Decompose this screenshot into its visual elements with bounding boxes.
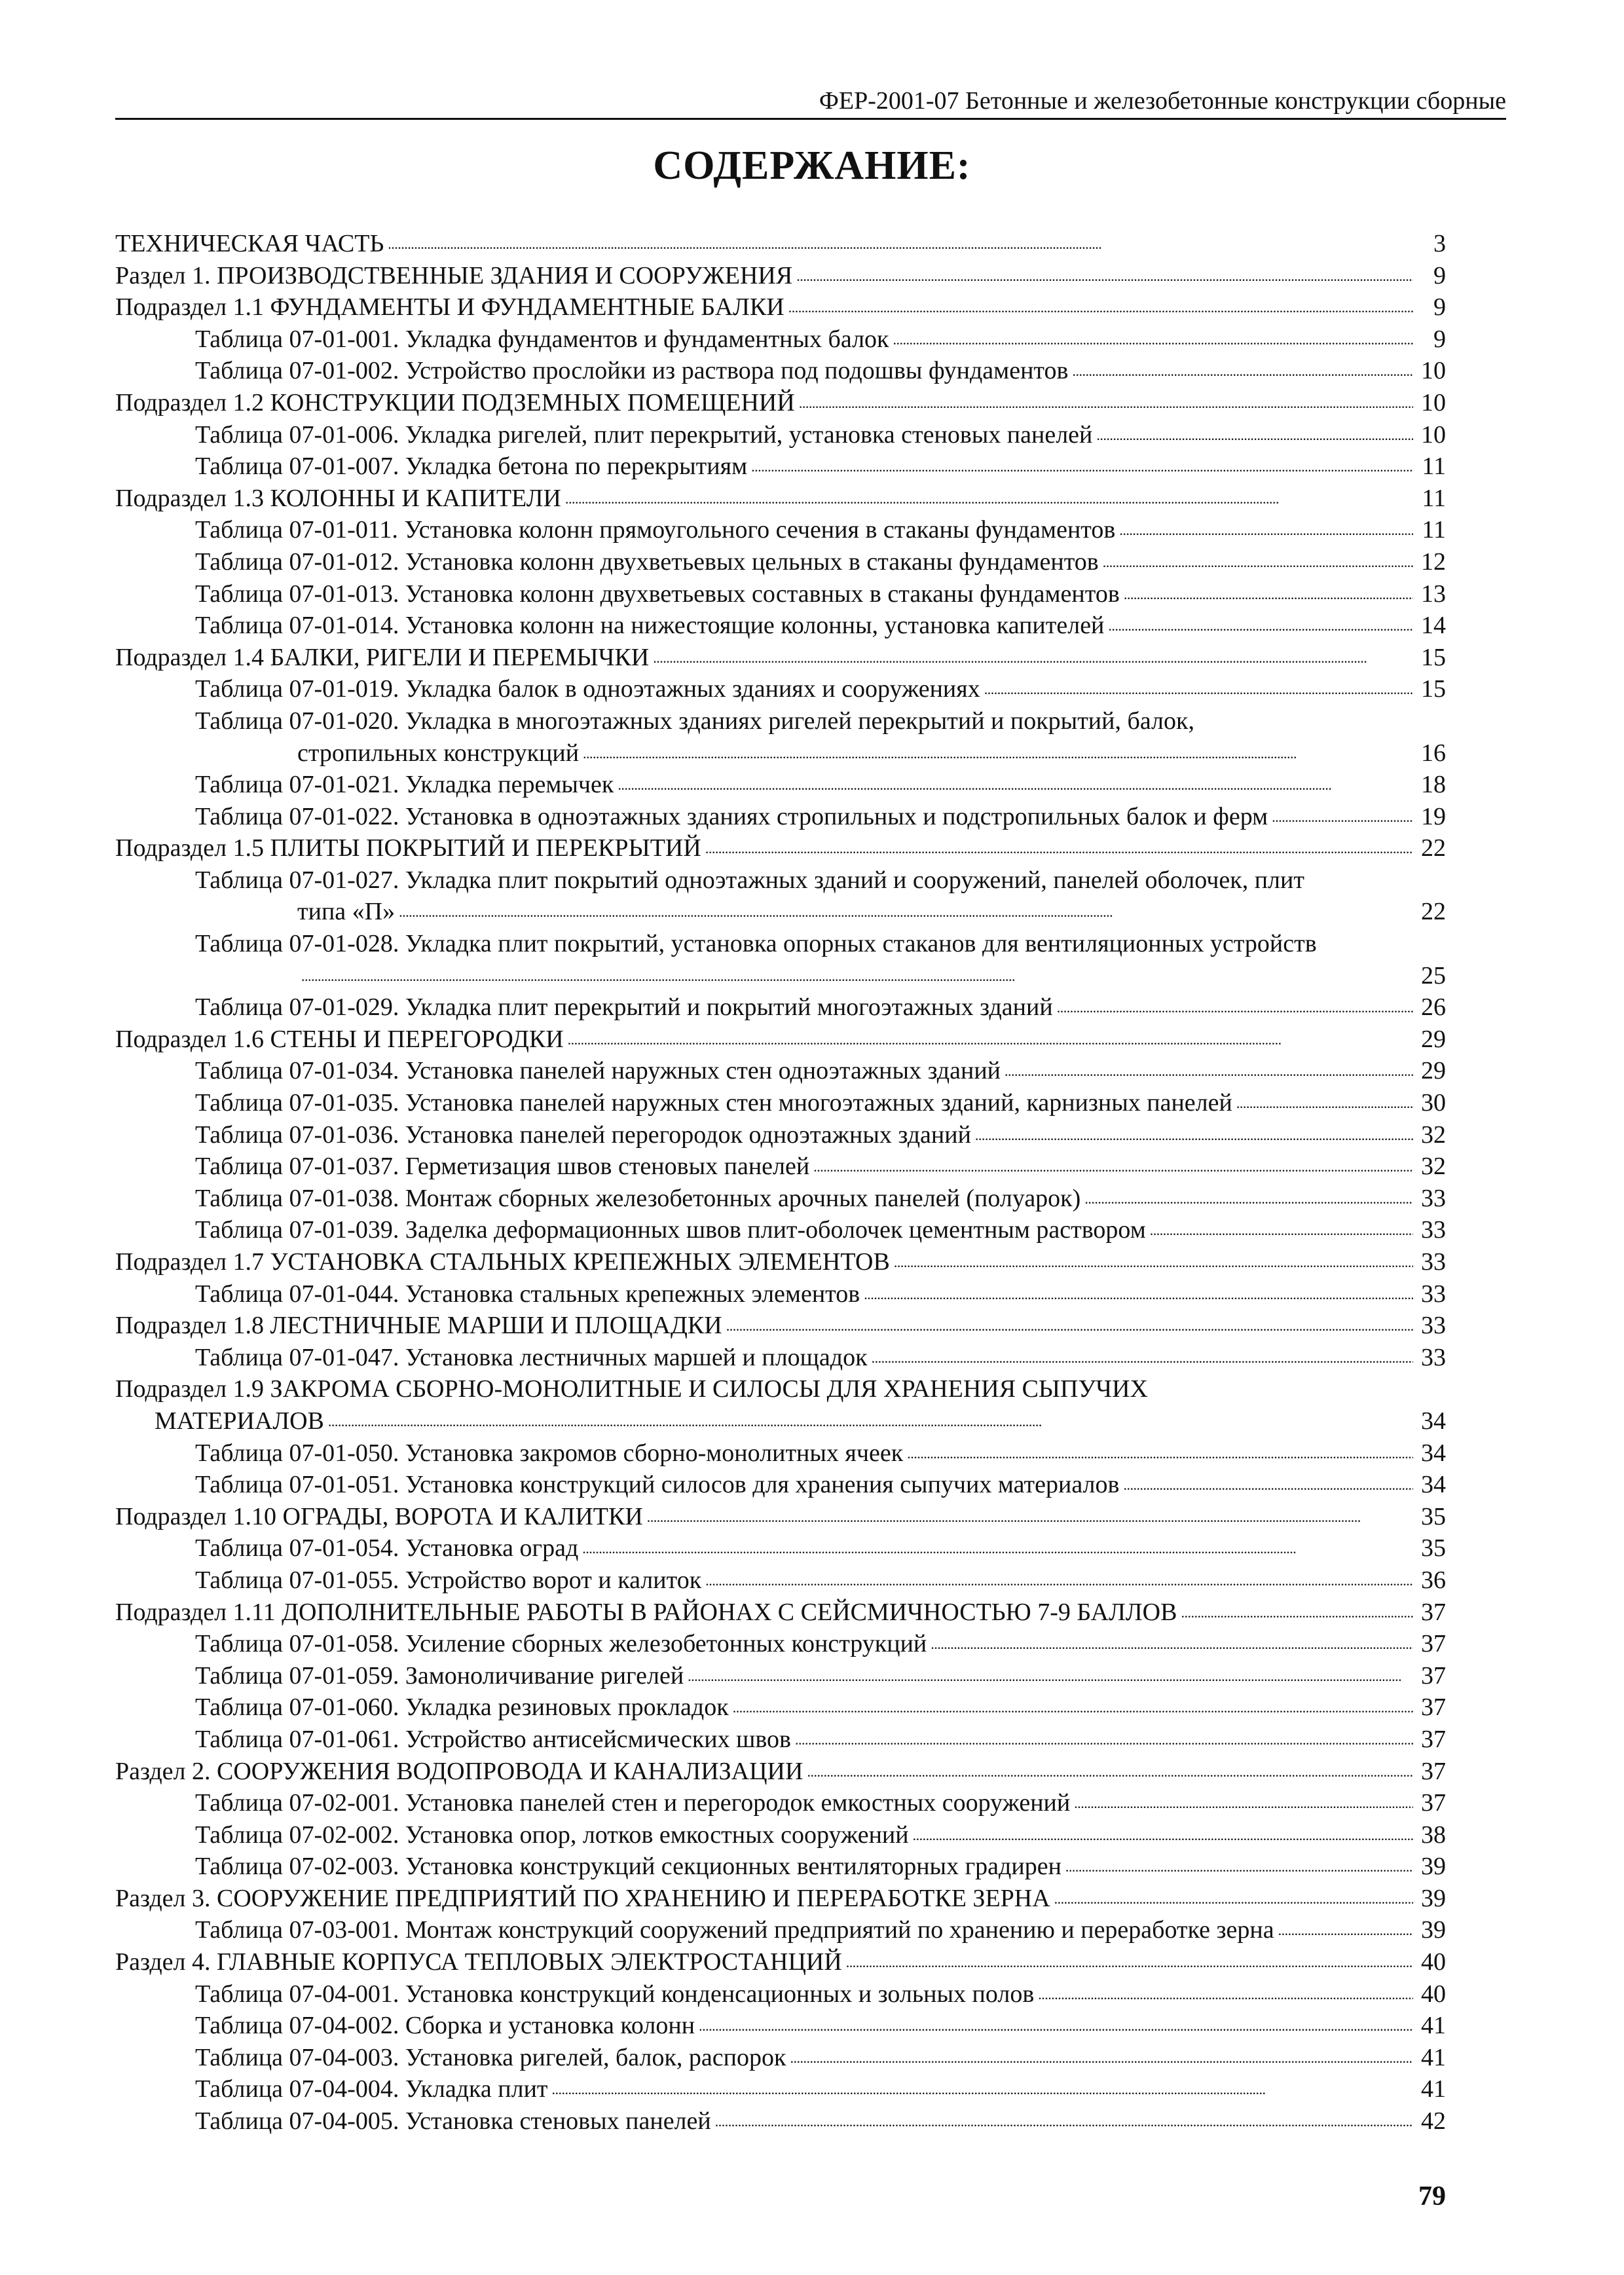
toc-entry-label: Таблица 07-01-013. Установка колонн двухветьевых составных в стаканы фундаментов xyxy=(195,580,1120,608)
dot-leader xyxy=(894,1244,1413,1279)
dot-leader xyxy=(1065,1848,1413,1883)
toc-entry xyxy=(115,896,1446,928)
dot-leader xyxy=(1108,607,1413,642)
toc-entry-label: Таблица 07-01-037. Герметизация швов стеновых панелей xyxy=(195,1153,810,1181)
toc-entry xyxy=(115,1756,1446,1788)
toc-entry-page: 13 xyxy=(1421,580,1446,608)
toc-entry xyxy=(115,1787,1446,1819)
toc-entry-page: 10 xyxy=(1421,420,1446,449)
toc-entry-label: Подраздел 1.2 КОНСТРУКЦИИ ПОДЗЕМНЫХ ПОМЕЩЕНИЙ xyxy=(115,388,795,416)
toc-entry-label: Таблица 07-01-060. Укладка резиновых прокладок xyxy=(195,1693,729,1722)
dot-leader xyxy=(328,1403,1413,1438)
dot-leader xyxy=(699,2007,1413,2043)
table-of-contents xyxy=(115,228,1446,2137)
toc-entry xyxy=(115,673,1446,705)
dot-leader xyxy=(1057,989,1413,1024)
toc-entry-label: Таблица 07-01-061. Устройство антисейсмических швов xyxy=(195,1725,791,1753)
dot-leader xyxy=(1150,1211,1413,1247)
toc-entry-page: 10 xyxy=(1421,357,1446,385)
toc-entry-page: 34 xyxy=(1421,1407,1446,1435)
toc-entry-page: 11 xyxy=(1422,516,1446,544)
toc-entry xyxy=(115,1214,1446,1246)
toc-entry xyxy=(115,2042,1446,2074)
dot-leader xyxy=(1072,352,1413,388)
toc-entry xyxy=(115,1373,1446,1405)
toc-entry xyxy=(115,1946,1446,1978)
dot-leader xyxy=(907,1435,1413,1470)
toc-entry-label: Таблица 07-04-004. Укладка плит xyxy=(195,2075,548,2103)
toc-entry-page: 37 xyxy=(1421,1630,1446,1658)
toc-entry xyxy=(115,1024,1446,1056)
dot-leader xyxy=(1119,511,1413,547)
dot-leader xyxy=(799,384,1413,420)
dot-leader xyxy=(399,893,1413,929)
toc-entry-label: Таблица 07-01-034. Установка панелей наружных стен одноэтажных зданий xyxy=(195,1057,1001,1085)
toc-entry xyxy=(115,1597,1446,1629)
toc-entry-label: Подраздел 1.3 КОЛОННЫ И КАПИТЕЛИ xyxy=(115,484,561,512)
toc-entry xyxy=(115,1724,1446,1756)
toc-entry-label: Таблица 07-01-051. Установка конструкций силосов для хранения сыпучих материалов xyxy=(195,1471,1120,1499)
toc-entry-page: 37 xyxy=(1421,1757,1446,1785)
dot-leader xyxy=(931,1625,1413,1661)
dot-leader xyxy=(1074,1785,1413,1820)
toc-entry-label: Таблица 07-01-007. Укладка бетона по перекрытиям xyxy=(195,453,748,481)
toc-entry-page: 37 xyxy=(1421,1725,1446,1753)
toc-entry-label: Таблица 07-01-001. Укладка фундаментов и фундаментных балок xyxy=(195,325,889,353)
toc-entry-label: Раздел 3. СООРУЖЕНИЕ ПРЕДПРИЯТИЙ ПО ХРАНЕНИЮ И ПЕРЕРАБОТКЕ ЗЕРНА xyxy=(115,1884,1050,1912)
dot-leader xyxy=(893,321,1413,356)
toc-entry-page: 41 xyxy=(1421,2043,1446,2071)
toc-entry xyxy=(115,1501,1446,1533)
toc-entry xyxy=(115,1246,1446,1278)
toc-entry xyxy=(115,1405,1446,1437)
dot-leader xyxy=(705,830,1413,865)
dot-leader xyxy=(568,1021,1413,1056)
toc-entry-label: Таблица 07-01-036. Установка панелей перегородок одноэтажных зданий xyxy=(195,1120,971,1149)
page-number: 79 xyxy=(1418,2181,1446,2211)
toc-entry-page: 39 xyxy=(1421,1916,1446,1944)
dot-leader xyxy=(583,735,1413,770)
toc-entry-page: 15 xyxy=(1421,675,1446,703)
toc-entry-page: 42 xyxy=(1421,2107,1446,2136)
toc-entry-page: 33 xyxy=(1421,1280,1446,1308)
toc-entry-page: 39 xyxy=(1421,1884,1446,1912)
toc-entry-label: Подраздел 1.9 ЗАКРОМА СБОРНО-МОНОЛИТНЫЕ И СИЛОСЫ ДЛЯ ХРАНЕНИЯ СЫПУЧИХ xyxy=(115,1375,1148,1403)
toc-entry-page: 18 xyxy=(1421,771,1446,799)
dot-leader xyxy=(705,1562,1413,1597)
toc-entry-label: Таблица 07-01-019. Укладка балок в одноэтажных зданиях и сооружениях xyxy=(195,675,980,703)
dot-leader xyxy=(653,639,1413,675)
running-header: ФЕР-2001-07 Бетонные и железобетонные конструкции сборные xyxy=(115,84,1506,120)
toc-entry-label: Таблица 07-01-027. Укладка плит покрытий одноэтажных зданий и сооружений, панелей оболочек, плит xyxy=(195,866,1304,894)
dot-leader xyxy=(1272,798,1413,834)
toc-entry-page: 16 xyxy=(1421,739,1446,767)
toc-entry xyxy=(115,991,1446,1024)
toc-entry xyxy=(115,228,1446,260)
toc-entry xyxy=(115,1183,1446,1215)
toc-entry-label: Подраздел 1.4 БАЛКИ, РИГЕЛИ И ПЕРЕМЫЧКИ xyxy=(115,643,650,671)
toc-entry-label: стропильных конструкций xyxy=(297,739,580,767)
toc-entry-label: Раздел 2. СООРУЖЕНИЯ ВОДОПРОВОДА И КАНАЛИЗАЦИИ xyxy=(115,1757,803,1785)
toc-entry xyxy=(115,291,1446,324)
toc-entry-page: 22 xyxy=(1421,834,1446,862)
toc-entry-page: 11 xyxy=(1422,453,1446,481)
toc-entry-label: Таблица 07-01-012. Установка колонн двухветьевых цельных в стаканы фундаментов xyxy=(195,547,1099,576)
dot-leader xyxy=(795,1721,1413,1756)
toc-entry-label: Таблица 07-01-047. Установка лестничных маршей и площадок xyxy=(195,1343,868,1371)
toc-entry-page: 34 xyxy=(1421,1439,1446,1467)
toc-entry-label: Таблица 07-01-011. Установка колонн прямоугольного сечения в стаканы фундаментов xyxy=(195,516,1116,544)
dot-leader xyxy=(1096,416,1413,452)
toc-entry-label: Таблица 07-01-002. Устройство прослойки из раствора под подошвы фундаментов xyxy=(195,357,1069,385)
toc-entry xyxy=(115,483,1446,515)
dot-leader xyxy=(807,1753,1413,1788)
toc-entry xyxy=(115,260,1446,292)
toc-entry xyxy=(115,1119,1446,1151)
dot-leader xyxy=(788,289,1413,324)
toc-entry-page: 37 xyxy=(1421,1598,1446,1626)
dot-leader xyxy=(790,2039,1413,2075)
toc-entry-page: 10 xyxy=(1421,388,1446,416)
dot-leader xyxy=(872,1339,1413,1375)
toc-entry xyxy=(115,1055,1446,1087)
toc-entry-label: Таблица 07-02-003. Установка конструкций секционных вентиляторных градирен xyxy=(195,1853,1061,1881)
dot-leader xyxy=(796,257,1413,293)
toc-entry-page: 32 xyxy=(1421,1120,1446,1149)
dot-leader xyxy=(715,2103,1413,2138)
toc-entry-label: Таблица 07-01-029. Укладка плит перекрытий и покрытий многоэтажных зданий xyxy=(195,993,1053,1022)
toc-entry-label: Таблица 07-01-020. Укладка в многоэтажных зданиях ригелей перекрытий и покрытий, балок, xyxy=(195,707,1194,735)
toc-entry-label: Таблица 07-01-058. Усиление сборных железобетонных конструкций xyxy=(195,1630,927,1658)
toc-entry-page: 40 xyxy=(1421,1948,1446,1976)
toc-entry-label: Таблица 07-01-035. Установка панелей наружных стен многоэтажных зданий, карнизных панелей xyxy=(195,1089,1232,1117)
dot-leader xyxy=(813,1148,1413,1183)
toc-entry-label: Подраздел 1.1 ФУНДАМЕНТЫ И ФУНДАМЕНТНЫЕ БАЛКИ xyxy=(115,293,784,322)
dot-leader xyxy=(688,1657,1413,1693)
toc-entry xyxy=(115,2105,1446,2137)
toc-entry-label: Подраздел 1.11 ДОПОЛНИТЕЛЬНЫЕ РАБОТЫ В РАЙОНАХ С СЕЙСМИЧНОСТЬЮ 7-9 БАЛЛОВ xyxy=(115,1598,1177,1626)
dot-leader xyxy=(1084,1180,1413,1215)
toc-entry-page: 36 xyxy=(1421,1566,1446,1594)
dot-leader xyxy=(1103,544,1413,579)
dot-leader xyxy=(984,671,1413,706)
toc-entry-label: Таблица 07-01-055. Устройство ворот и калиток xyxy=(195,1566,702,1594)
toc-entry-label: МАТЕРИАЛОВ xyxy=(155,1407,324,1435)
dot-leader xyxy=(1123,1466,1413,1502)
toc-entry-page: 35 xyxy=(1421,1502,1446,1530)
dot-leader xyxy=(1236,1084,1413,1120)
toc-entry xyxy=(115,1342,1446,1374)
dot-leader xyxy=(733,1689,1413,1724)
toc-entry-page: 15 xyxy=(1421,643,1446,671)
toc-entry-label: Подраздел 1.6 СТЕНЫ И ПЕРЕГОРОДКИ xyxy=(115,1025,564,1053)
toc-entry-label: Раздел 4. ГЛАВНЫЕ КОРПУСА ТЕПЛОВЫХ ЭЛЕКТРОСТАНЦИЙ xyxy=(115,1948,842,1976)
dot-leader xyxy=(726,1307,1413,1342)
toc-entry-page: 26 xyxy=(1421,993,1446,1022)
toc-entry-page: 32 xyxy=(1421,1153,1446,1181)
toc-entry-page: 22 xyxy=(1421,898,1446,926)
toc-entry xyxy=(115,1883,1446,1915)
toc-entry-label: Таблица 07-01-014. Установка колонн на нижестоящие колонны, установка капителей xyxy=(195,612,1105,640)
toc-entry-label: Таблица 07-01-059. Замоноличивание ригелей xyxy=(195,1661,684,1690)
toc-entry xyxy=(115,642,1446,674)
toc-entry xyxy=(115,546,1446,578)
toc-entry-label: Таблица 07-04-001. Установка конструкций конденсационных и зольных полов xyxy=(195,1980,1035,2008)
toc-entry-label: Таблица 07-02-002. Установка опор, лотков емкостных сооружений xyxy=(195,1821,909,1849)
toc-entry-page: 41 xyxy=(1421,2075,1446,2103)
toc-entry xyxy=(115,1914,1446,1946)
dot-leader xyxy=(1005,1052,1413,1088)
dot-leader xyxy=(975,1117,1413,1152)
dot-leader xyxy=(552,2071,1413,2106)
dot-leader xyxy=(301,957,1413,993)
toc-entry-page: 12 xyxy=(1421,547,1446,576)
toc-entry xyxy=(115,1978,1446,2010)
toc-entry xyxy=(115,1532,1446,1564)
toc-entry-page: 34 xyxy=(1421,1471,1446,1499)
toc-entry xyxy=(115,514,1446,546)
toc-entry xyxy=(115,864,1446,897)
dot-leader xyxy=(582,1530,1413,1565)
toc-entry-page: 33 xyxy=(1421,1248,1446,1276)
dot-leader xyxy=(1124,576,1413,611)
toc-entry-label: Подраздел 1.7 УСТАНОВКА СТАЛЬНЫХ КРЕПЕЖНЫХ ЭЛЕМЕНТОВ xyxy=(115,1248,890,1276)
toc-entry xyxy=(115,1278,1446,1310)
toc-entry xyxy=(115,355,1446,387)
toc-entry xyxy=(115,1660,1446,1692)
dot-leader xyxy=(864,1276,1413,1311)
toc-entry-page: 33 xyxy=(1421,1184,1446,1212)
toc-entry xyxy=(115,1087,1446,1119)
toc-entry-label: Таблица 07-01-054. Установка оград xyxy=(195,1534,579,1563)
toc-entry-page: 39 xyxy=(1421,1853,1446,1881)
dot-leader xyxy=(388,225,1413,261)
toc-entry xyxy=(115,1692,1446,1724)
toc-entry xyxy=(115,610,1446,642)
toc-entry-label: Таблица 07-01-021. Укладка перемычек xyxy=(195,771,614,799)
toc-entry-label: Таблица 07-04-005. Установка стеновых панелей xyxy=(195,2107,711,2136)
toc-entry-label: ТЕХНИЧЕСКАЯ ЧАСТЬ xyxy=(115,230,384,257)
dot-leader xyxy=(1278,1912,1413,1947)
toc-entry xyxy=(115,1469,1446,1501)
toc-entry xyxy=(115,737,1446,769)
toc-entry xyxy=(115,1564,1446,1597)
toc-entry-label: Таблица 07-04-003. Установка ригелей, балок, распорок xyxy=(195,2043,786,2071)
toc-entry xyxy=(115,705,1446,737)
dot-leader xyxy=(846,1944,1413,1979)
toc-entry xyxy=(115,1437,1446,1470)
toc-entry xyxy=(115,2073,1446,2105)
toc-entry-label: Таблица 07-01-044. Установка стальных крепежных элементов xyxy=(195,1280,860,1308)
toc-entry-page: 30 xyxy=(1421,1089,1446,1117)
toc-entry xyxy=(115,578,1446,610)
toc-entry xyxy=(115,960,1446,992)
toc-entry-page: 35 xyxy=(1421,1534,1446,1563)
dot-leader xyxy=(913,1817,1413,1852)
toc-entry-page: 11 xyxy=(1422,484,1446,512)
dot-leader xyxy=(1038,1976,1413,2011)
toc-entry-label: Таблица 07-02-001. Установка панелей стен и перегородок емкостных сооружений xyxy=(195,1789,1071,1817)
toc-entry xyxy=(115,1151,1446,1183)
toc-entry xyxy=(115,769,1446,801)
toc-entry-page: 37 xyxy=(1421,1789,1446,1817)
toc-entry-page: 33 xyxy=(1421,1216,1446,1244)
toc-entry xyxy=(115,928,1446,960)
toc-entry-page: 29 xyxy=(1421,1025,1446,1053)
toc-entry-page: 3 xyxy=(1433,230,1446,257)
toc-entry-page: 40 xyxy=(1421,1980,1446,2008)
toc-entry-page: 25 xyxy=(1421,961,1446,990)
toc-entry xyxy=(115,801,1446,833)
toc-entry xyxy=(115,1851,1446,1883)
toc-entry-label: Таблица 07-01-006. Укладка ригелей, плит перекрытий, установка стеновых панелей xyxy=(195,420,1093,449)
toc-entry-page: 33 xyxy=(1421,1343,1446,1371)
toc-entry-page: 9 xyxy=(1433,293,1446,322)
toc-entry-label: Таблица 07-01-028. Укладка плит покрытий, установка опорных стаканов для вентиляционных устройств xyxy=(195,930,1317,958)
dot-leader xyxy=(1054,1880,1413,1915)
toc-entry xyxy=(115,1628,1446,1660)
toc-entry-label: типа «П» xyxy=(297,898,396,926)
toc-entry-label: Раздел 1. ПРОИЗВОДСТВЕННЫЕ ЗДАНИЯ И СООРУЖЕНИЯ xyxy=(115,261,793,289)
toc-entry-page: 37 xyxy=(1421,1661,1446,1690)
dot-leader xyxy=(751,448,1413,483)
toc-entry xyxy=(115,1819,1446,1851)
toc-entry-label: Таблица 07-01-039. Заделка деформационных швов плит-оболочек цементным раствором xyxy=(195,1216,1146,1244)
toc-entry xyxy=(115,2010,1446,2042)
toc-entry-page: 33 xyxy=(1421,1312,1446,1340)
toc-entry-label: Таблица 07-01-038. Монтаж сборных железобетонных арочных панелей (полуарок) xyxy=(195,1184,1081,1212)
toc-entry-page: 38 xyxy=(1421,1821,1446,1849)
toc-entry xyxy=(115,324,1446,356)
toc-entry-label: Подраздел 1.10 ОГРАДЫ, ВОРОТА И КАЛИТКИ xyxy=(115,1502,643,1530)
toc-entry-label: Подраздел 1.5 ПЛИТЫ ПОКРЫТИЙ И ПЕРЕКРЫТИЙ xyxy=(115,834,701,862)
toc-entry-page: 19 xyxy=(1421,802,1446,830)
toc-entry-page: 29 xyxy=(1421,1057,1446,1085)
toc-entry xyxy=(115,832,1446,864)
page-title: СОДЕРЖАНИЕ: xyxy=(653,143,971,188)
toc-entry-page: 41 xyxy=(1421,2012,1446,2040)
toc-entry-label: Таблица 07-01-050. Установка закромов сборно-монолитных ячеек xyxy=(195,1439,904,1467)
toc-entry-label: Таблица 07-04-002. Сборка и установка колонн xyxy=(195,2012,695,2040)
toc-entry-page: 9 xyxy=(1433,261,1446,289)
toc-entry-page: 14 xyxy=(1421,612,1446,640)
dot-leader xyxy=(1181,1594,1413,1629)
toc-entry-label: Таблица 07-03-001. Монтаж конструкций сооружений предприятий по хранению и переработке зерна xyxy=(195,1916,1274,1944)
dot-leader xyxy=(618,766,1413,802)
toc-entry-label: Таблица 07-01-022. Установка в одноэтажных зданиях стропильных и подстропильных балок и ферм xyxy=(195,802,1268,830)
toc-entry xyxy=(115,451,1446,483)
toc-entry xyxy=(115,387,1446,419)
toc-entry-label: Подраздел 1.8 ЛЕСТНИЧНЫЕ МАРШИ И ПЛОЩАДКИ xyxy=(115,1312,722,1340)
toc-entry xyxy=(115,419,1446,451)
toc-entry-page: 9 xyxy=(1433,325,1446,353)
toc-entry-page: 37 xyxy=(1421,1693,1446,1722)
dot-leader xyxy=(647,1498,1413,1534)
toc-entry xyxy=(115,1310,1446,1342)
dot-leader xyxy=(565,480,1413,515)
